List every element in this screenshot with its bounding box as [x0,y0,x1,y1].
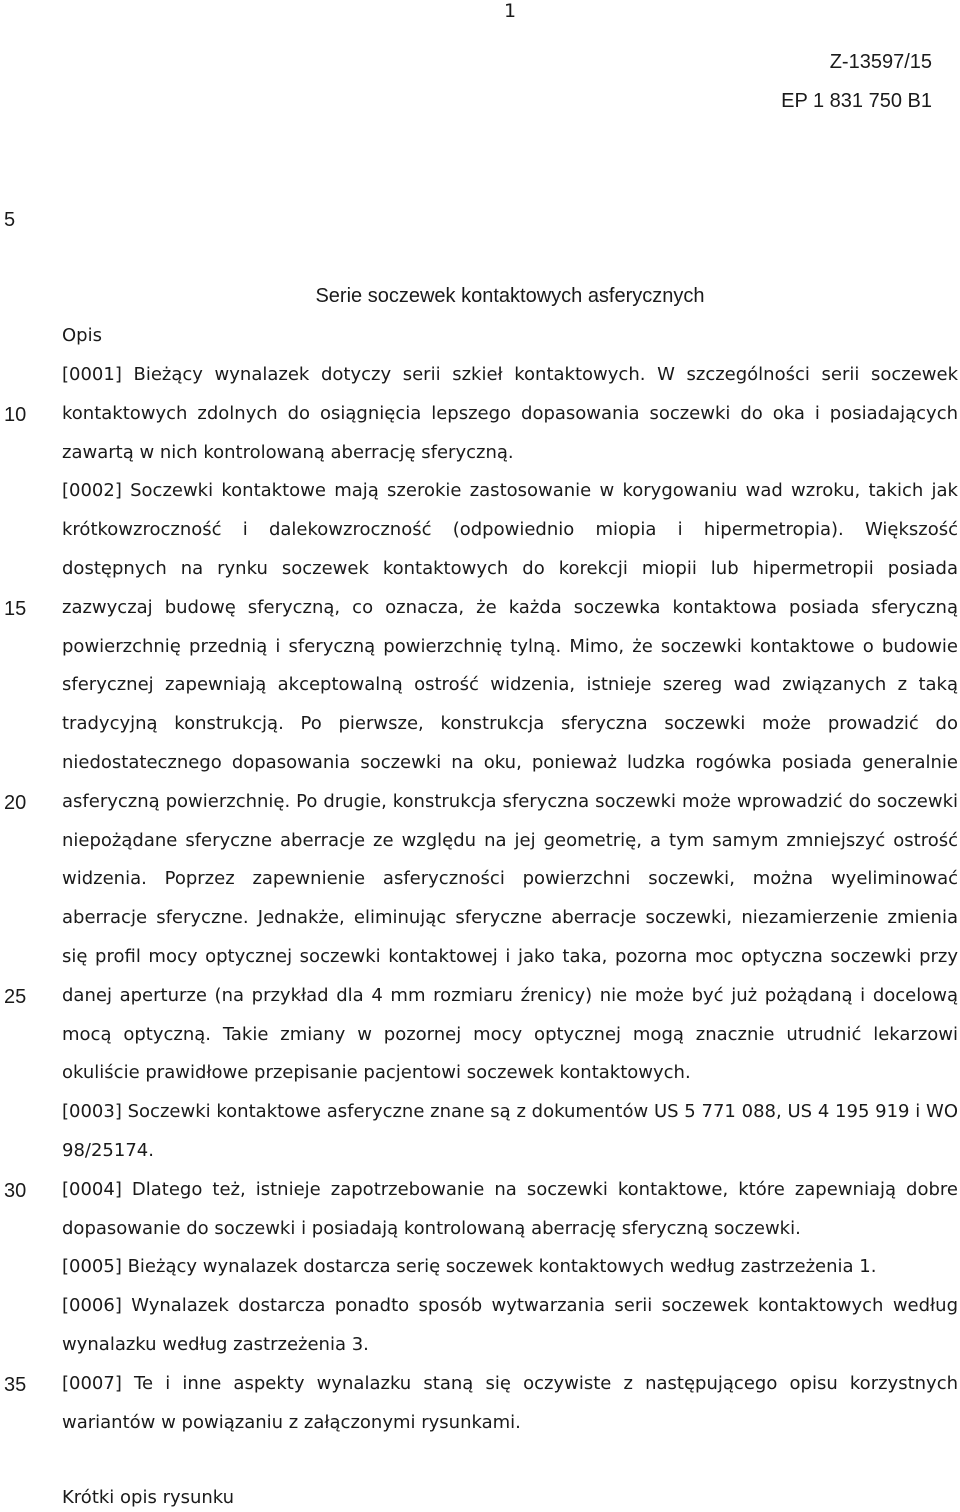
line-number: 5 [4,209,16,231]
paragraph-0004: [0004] Dlatego też, istnieje zapotrzebowanie na soczewki kontaktowe, które zapewniają dobre dopasowanie do soczewki i posiadają kontrolowaną aberrację sferyczną soczewki. [62,1178,958,1239]
paragraph-0003: [0003] Soczewki kontaktowe asferyczne znane są z dokumentów US 5 771 088, US 4 195 919 i WO 98/25174. [62,1101,958,1161]
paragraph-0006: [0006] Wynalazek dostarcza ponadto sposób wytwarzania serii soczewek kontaktowych według wynalazku według zastrzeżenia 3. [62,1295,958,1355]
patent-number: EP 1 831 750 B1 [781,90,932,112]
line-number: 20 [4,792,27,814]
description-body [62,356,958,1442]
line-number: 30 [4,1180,27,1202]
document-reference: Z-13597/15 [829,51,932,73]
paragraph-0002: [0002] Soczewki kontaktowe mają szerokie zastosowanie w korygowaniu wad wzroku, takich jak krótkowzroczność i dalekowzroczność (odpowiednio miopia i hipermetropia). Większość dostępnych na rynku soczewek kontaktowych do korekcji miopii lub hipermetropii posiada zazwyczaj budowę sferyczną, co oznacza, że każda soczewka kontaktowa posiada sferyczną powierzchnię przednią i sferyczną powierzchnię tylną. Mimo, że soczewki kontaktowe o budowie sferycznej zapewniają akceptowalną ostrość widzenia, istnieje szereg wad związanych z taką tradycyjną konstrukcją. Po pierwsze, konstrukcja sferyczna soczewki może prowadzić do niedostatecznego dopasowania soczewki na oku, ponieważ ludzka rogówka posiada generalnie asferyczną powierzchnię. Po drugie, konstrukcja sferyczna soczewki może wprowadzić do soczewki niepożądane sferyczne aberracje ze względu na jej geometrię, a tym samym zmniejszyć ostrość widzenia. Poprzez zapewnienie asferyczności powierzchni soczewki, można wyeliminować aberracje sferyczne. Jednakże, eliminując sferyczne aberracje soczewki, niezamierzenie zmienia się profil mocy optycznej soczewki kontaktowej i jako taka, pozorna moc optyczna soczewki przy danej aperturze (na przykład dla 4 mm rozmiaru źrenicy) nie może być już pożądaną i docelową mocą optyczną. Takie zmiany w pozornej mocy optycznej mogą znacznie utrudnić lekarzowi okuliście prawidłowe przepisanie pacjentowi soczewek kontaktowych. [62,480,958,1084]
paragraph-0007: [0007] Te i inne aspekty wynalazku staną się oczywiste z następującego opisu korzystnych wariantów w powiązaniu z załączonymi rysunkami. [62,1372,958,1433]
subsection-heading: Krótki opis rysunku [62,1487,235,1508]
line-number: 10 [4,404,27,426]
line-number: 35 [4,1374,27,1396]
section-heading: Opis [62,325,102,346]
document-title: Serie soczewek kontaktowych asferycznych [315,285,705,307]
paragraph-0005: [0005] Bieżący wynalazek dostarcza serię soczewek kontaktowych według zastrzeżenia 1. [62,1256,877,1278]
page-number: 1 [503,0,517,22]
line-number: 25 [4,986,27,1008]
line-number: 15 [4,598,27,620]
paragraph-0001: [0001] Bieżący wynalazek dotyczy serii szkieł kontaktowych. W szczególności serii soczewek kontaktowych zdolnych do osiągnięcia lepszego dopasowania soczewki do oka i posiadających zawartą w nich kontrolowaną aberrację sferyczną. [62,364,958,463]
